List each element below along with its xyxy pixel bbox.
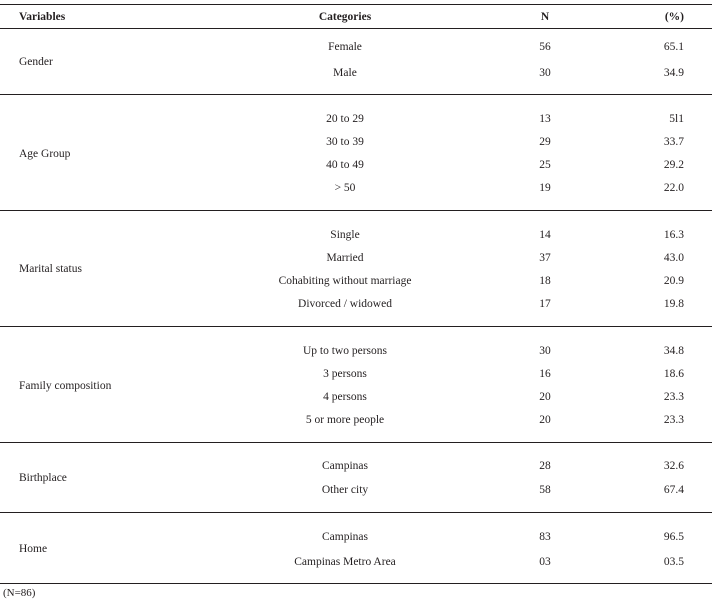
n-cell: 17	[539, 298, 551, 310]
category-cell: Divorced / widowed	[298, 298, 392, 310]
pct-cell: 18.6	[663, 368, 684, 380]
pct-cell: 65.1	[663, 41, 684, 53]
group-rule	[0, 512, 712, 513]
n-cell: 16	[539, 368, 551, 380]
pct-cell: 22.0	[663, 182, 684, 194]
pct-cell: 16.3	[663, 229, 684, 241]
n-cell: 58	[539, 484, 551, 496]
n-cell: 18	[539, 275, 551, 287]
group-rule	[0, 442, 712, 443]
group-label: Gender	[19, 56, 53, 68]
pct-cell: 23.3	[663, 391, 684, 403]
group-label: Marital status	[19, 263, 82, 275]
pct-cell: 19.8	[663, 298, 684, 310]
n-cell: 28	[539, 460, 551, 472]
category-cell: 4 persons	[323, 391, 367, 403]
pct-cell: 20.9	[663, 275, 684, 287]
group-rule	[0, 210, 712, 211]
category-cell: 3 persons	[323, 368, 367, 380]
category-cell: Up to two persons	[302, 345, 387, 357]
pct-cell: 34.8	[663, 345, 684, 357]
n-cell: 19	[539, 182, 551, 194]
header-pct: (%)	[664, 11, 684, 23]
pct-cell: 5l1	[669, 113, 684, 125]
category-cell: Female	[328, 41, 362, 53]
header-rule	[0, 28, 712, 29]
n-cell: 29	[539, 136, 551, 148]
category-cell: > 50	[334, 182, 356, 194]
header-n: N	[540, 11, 550, 23]
n-cell: 13	[539, 113, 551, 125]
top-rule	[0, 4, 712, 5]
category-cell: Single	[330, 229, 360, 241]
pct-cell: 43.0	[663, 252, 684, 264]
pct-cell: 29.2	[663, 159, 684, 171]
category-cell: 5 or more people	[305, 414, 385, 426]
n-cell: 14	[539, 229, 551, 241]
category-cell: 40 to 49	[326, 159, 364, 171]
n-cell: 37	[539, 252, 551, 264]
pct-cell: 67.4	[663, 484, 684, 496]
table-footnote: (N=86)	[3, 587, 36, 599]
group-label: Home	[19, 543, 48, 555]
group-rule	[0, 326, 712, 327]
n-cell: 25	[539, 159, 551, 171]
n-cell: 30	[539, 345, 551, 357]
group-label: Birthplace	[19, 472, 67, 484]
category-cell: 30 to 39	[326, 136, 364, 148]
n-cell: 83	[539, 531, 551, 543]
n-cell: 56	[539, 41, 551, 53]
bottom-rule	[0, 583, 712, 584]
pct-cell: 34.9	[663, 67, 684, 79]
category-cell: Cohabiting without marriage	[278, 275, 412, 287]
category-cell: Married	[326, 252, 364, 264]
n-cell: 20	[539, 391, 551, 403]
category-cell: Campinas	[322, 531, 368, 543]
pct-cell: 32.6	[663, 460, 684, 472]
category-cell: Male	[333, 67, 357, 79]
header-variables: Variables	[19, 11, 66, 23]
group-label: Family composition	[19, 380, 112, 392]
pct-cell: 96.5	[663, 531, 684, 543]
n-cell: 20	[539, 414, 551, 426]
group-rule	[0, 94, 712, 95]
category-cell: Other city	[321, 484, 369, 496]
category-cell: 20 to 29	[326, 113, 364, 125]
n-cell: 30	[539, 67, 551, 79]
category-cell: Campinas	[322, 460, 368, 472]
group-label: Age Group	[19, 148, 71, 160]
pct-cell: 03.5	[663, 556, 684, 568]
category-cell: Campinas Metro Area	[294, 556, 396, 568]
pct-cell: 23.3	[663, 414, 684, 426]
n-cell: 03	[539, 556, 551, 568]
header-categories: Categories	[318, 11, 372, 23]
pct-cell: 33.7	[663, 136, 684, 148]
